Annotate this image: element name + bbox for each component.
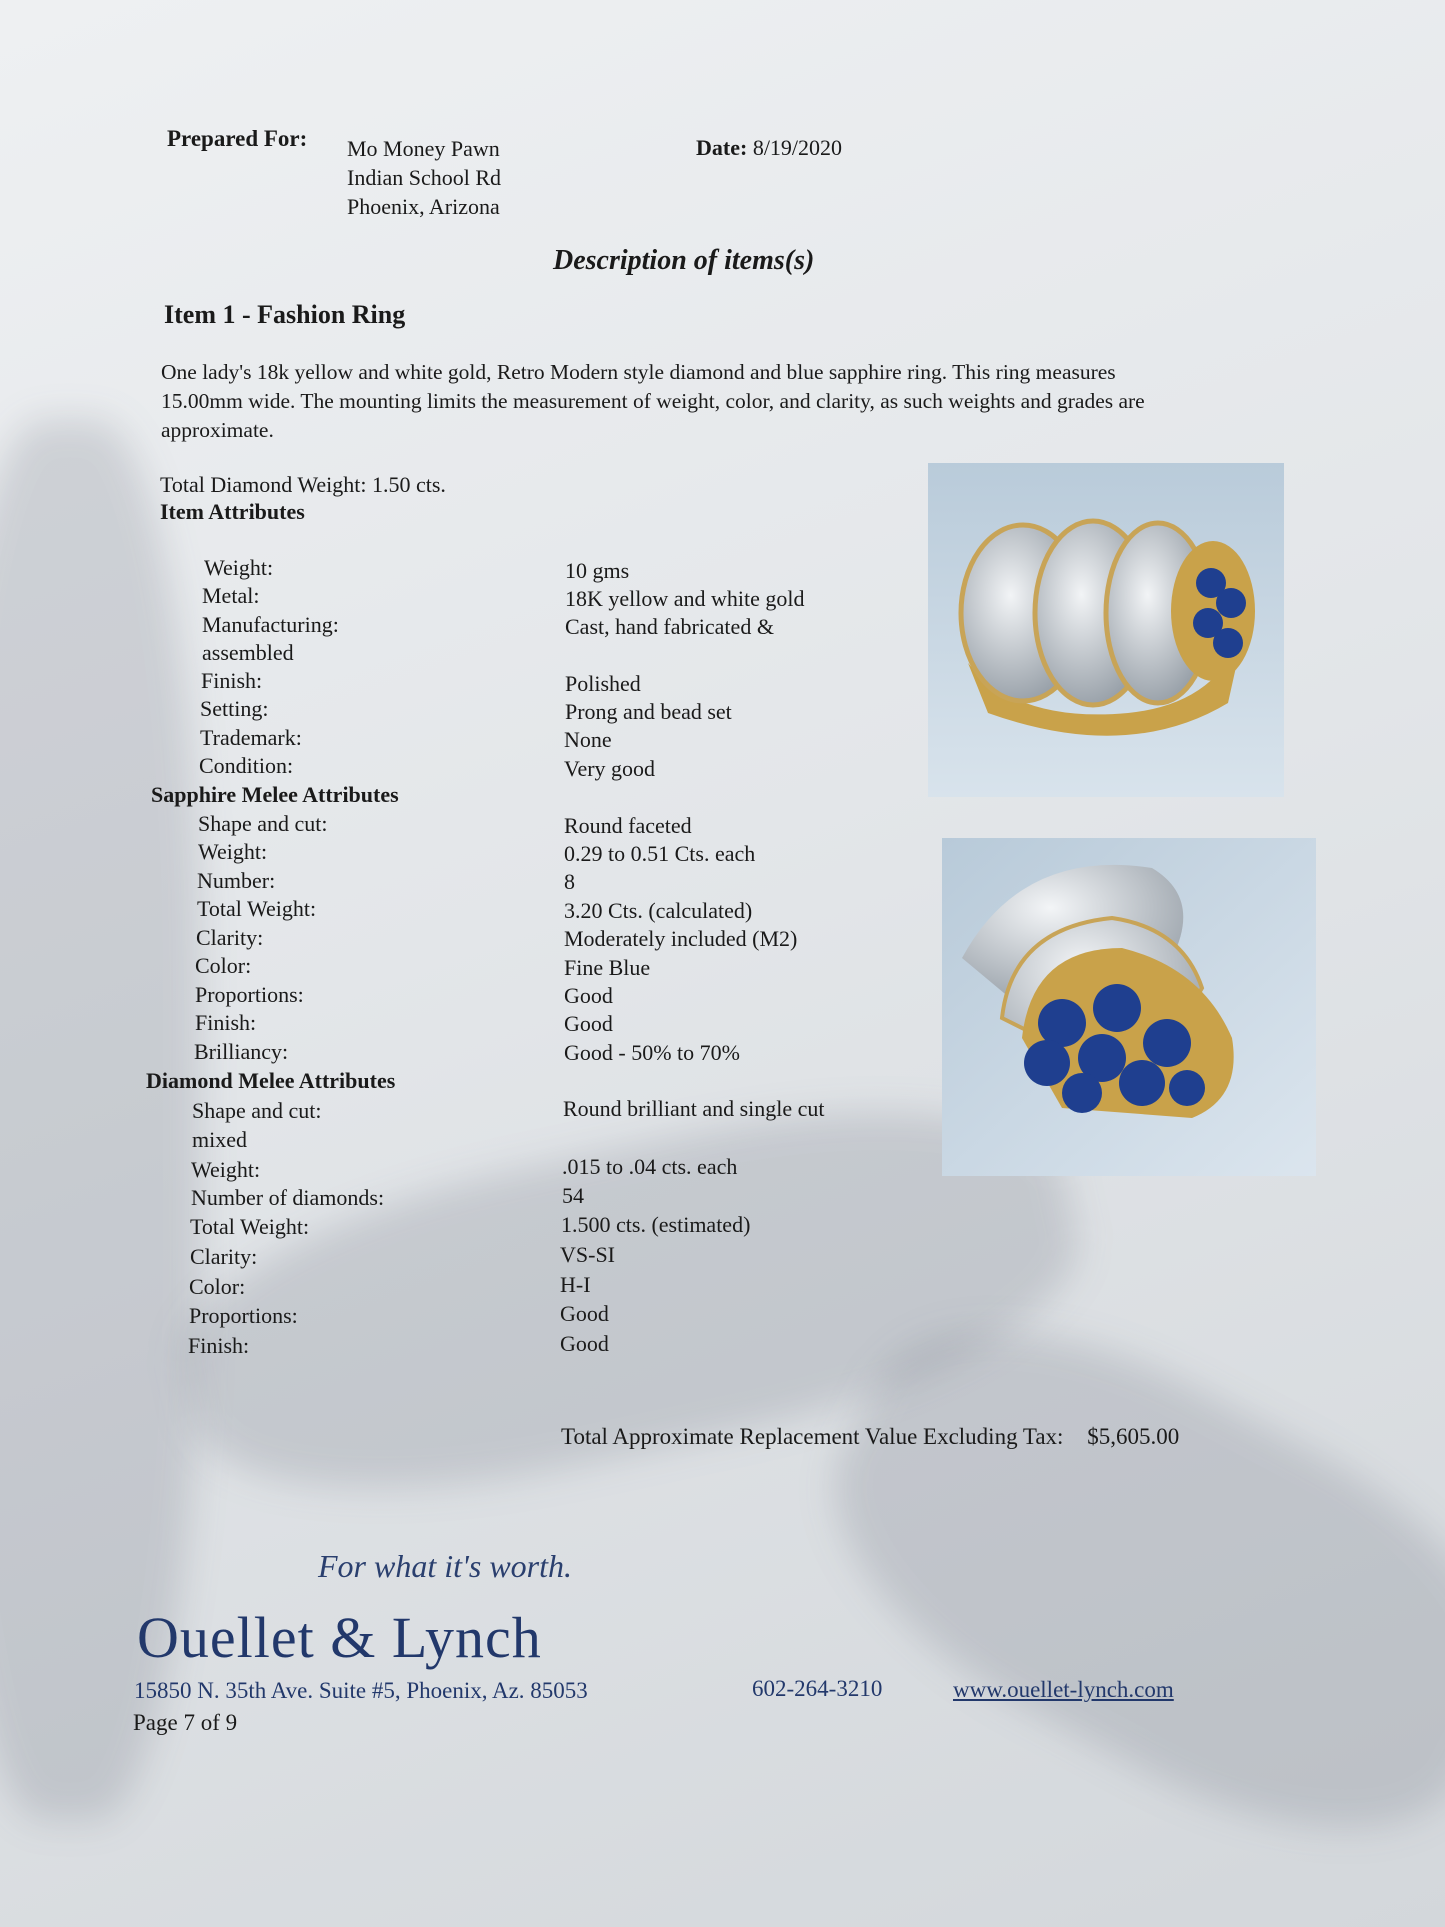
item-description: One lady's 18k yellow and white gold, Retro Modern style diamond and blue sapphire ring. This ring measures 15.00mm wide. The mounting limits the measurement of weight, color, and clarity, as such weights and grades are approximate. [161, 360, 1145, 442]
valuation-line [561, 1424, 1179, 1450]
sapphire-label: Clarity: [196, 925, 264, 950]
diamond-label: mixed [192, 1127, 247, 1152]
valuation-amount: $5,605.00 [1087, 1424, 1180, 1449]
sapphire-label: Shape and cut: [198, 811, 328, 836]
sapphire-label: Weight: [198, 839, 268, 864]
company-website-link[interactable]: www.ouellet-lynch.com [953, 1677, 1174, 1702]
sapphire-value: 0.29 to 0.51 Cts. each [564, 841, 756, 866]
page-number: Page 7 of 9 [133, 1710, 238, 1735]
client-address [347, 134, 501, 221]
item-heading: Item 1 - Fashion Ring [164, 300, 406, 329]
item-attributes-title: Item Attributes [160, 499, 305, 524]
sapphire-value: Round faceted [564, 813, 692, 838]
sapphire-label: Finish: [195, 1010, 257, 1035]
diamond-value: Good [560, 1301, 609, 1326]
ring-photo-top [942, 838, 1316, 1176]
attr-label: Finish: [201, 668, 263, 693]
attr-label: Metal: [202, 583, 260, 608]
diamond-value: Round brilliant and single cut [563, 1096, 825, 1121]
ring-photo-side [928, 463, 1284, 797]
sapphire-value: 8 [564, 869, 575, 894]
attr-value: Polished [565, 671, 641, 696]
section-title: Description of items(s) [553, 245, 815, 276]
sapphire-label: Brilliancy: [194, 1039, 289, 1064]
sapphire-value: Moderately included (M2) [564, 926, 798, 951]
sapphire-value: 3.20 Cts. (calculated) [564, 898, 753, 923]
diamond-value: 1.500 cts. (estimated) [561, 1212, 751, 1237]
ring-side-illustration [928, 463, 1284, 797]
sapphire-label: Number: [197, 868, 276, 893]
diamond-value: 54 [562, 1183, 584, 1208]
company-phone: 602-264-3210 [752, 1676, 883, 1701]
ring-top-illustration [942, 838, 1316, 1176]
sapphire-label: Proportions: [195, 982, 304, 1007]
diamond-attributes-title: Diamond Melee Attributes [146, 1068, 396, 1093]
diamond-label: Proportions: [189, 1303, 298, 1328]
diamond-value: H-I [560, 1272, 591, 1297]
client-street: Indian School Rd [347, 165, 501, 190]
attr-label: Manufacturing: [202, 612, 339, 637]
diamond-label: Shape and cut: [192, 1098, 322, 1123]
date-value: 8/19/2020 [752, 135, 843, 160]
company-tagline: For what it's worth. [318, 1548, 572, 1584]
sapphire-value: Good [564, 983, 613, 1008]
attr-value: Prong and bead set [565, 699, 732, 724]
sapphire-label: Color: [195, 953, 252, 978]
total-diamond-weight: Total Diamond Weight: 1.50 cts. [160, 472, 446, 497]
sapphire-value: Good - 50% to 70% [564, 1040, 740, 1065]
diamond-value: Good [560, 1331, 609, 1356]
diamond-label: Number of diamonds: [191, 1185, 385, 1210]
sapphire-value: Fine Blue [564, 955, 651, 980]
prepared-for-label: Prepared For: [167, 126, 308, 151]
attr-value: Cast, hand fabricated & [565, 614, 774, 639]
diamond-label: Weight: [191, 1157, 261, 1182]
attr-value: 10 gms [565, 558, 630, 583]
valuation-label: Total Approximate Replacement Value Excluding Tax: [561, 1424, 1064, 1449]
attr-label: Setting: [200, 696, 269, 721]
diamond-label: Color: [189, 1274, 246, 1299]
sapphire-label: Total Weight: [197, 896, 317, 921]
diamond-label: Finish: [188, 1333, 250, 1358]
date-label: Date: [696, 135, 748, 160]
attr-label: assembled [202, 640, 294, 665]
diamond-label: Clarity: [190, 1244, 258, 1269]
company-logo-text: Ouellet & Lynch [137, 1605, 542, 1670]
attr-label: Trademark: [200, 725, 302, 750]
sapphire-value: Good [564, 1011, 613, 1036]
attr-label: Weight: [204, 555, 274, 580]
attr-value: 18K yellow and white gold [565, 586, 805, 611]
date-line [696, 135, 842, 161]
diamond-label: Total Weight: [190, 1214, 310, 1239]
attr-value: None [564, 727, 612, 752]
client-city: Phoenix, Arizona [347, 194, 500, 219]
attr-value: Very good [564, 756, 656, 781]
diamond-value: VS-SI [560, 1242, 616, 1267]
diamond-value: .015 to .04 cts. each [562, 1154, 738, 1179]
company-address: 15850 N. 35th Ave. Suite #5, Phoenix, Az. 85053 [134, 1678, 588, 1703]
client-name: Mo Money Pawn [347, 136, 500, 161]
sapphire-attributes-title: Sapphire Melee Attributes [151, 782, 399, 807]
attr-label: Condition: [199, 753, 294, 778]
